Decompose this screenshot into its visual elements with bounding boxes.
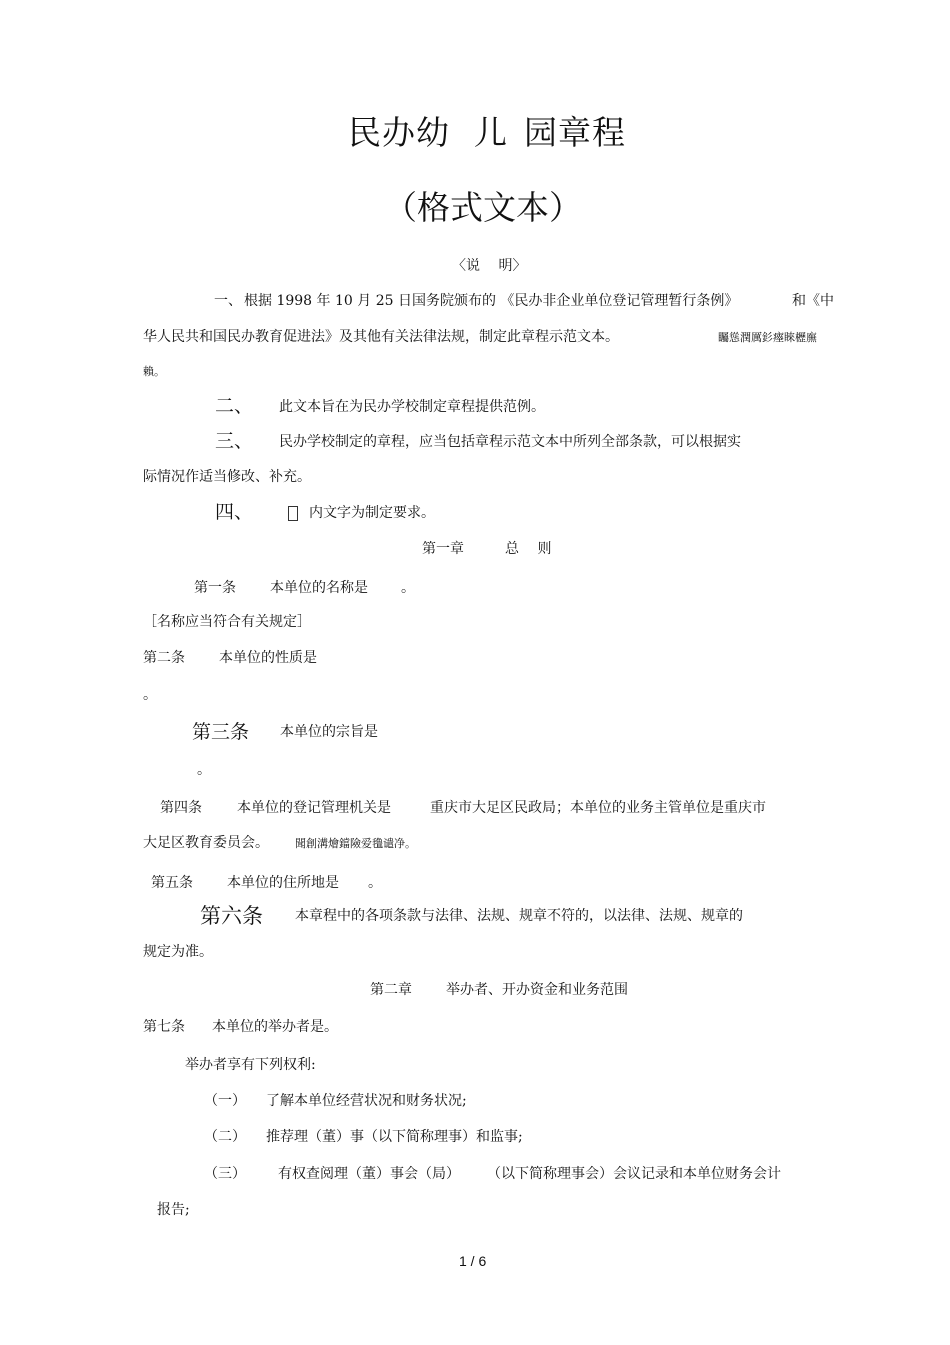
note1-line1a: 根据 1998 年 10 月 25 日国务院颁布的 《民办非企业单位登记管理暂行条例》	[244, 293, 739, 309]
page-number: 1 / 6	[459, 1253, 487, 1269]
right3-number: （三）	[204, 1166, 246, 1182]
note2-text: 此文本旨在为民办学校制定章程提供范例。	[279, 399, 545, 415]
note3-line1: 民办学校制定的章程，应当包括章程示范文本中所列全部条款，可以根据实	[279, 434, 741, 450]
right3-text1: 有权查阅理（董）事会（局）	[278, 1166, 460, 1182]
article2-text: 本单位的性质是	[219, 650, 317, 666]
note4-number: 四、	[215, 501, 254, 523]
article5-text: 本单位的住所地是	[227, 875, 339, 891]
rights-intro: 举办者享有下列权利:	[185, 1057, 316, 1073]
note4-text: 内文字为制定要求。	[309, 505, 435, 521]
chapter2-title: 举办者、开办资金和业务范围	[446, 982, 628, 998]
right3-line2: 报告;	[157, 1202, 190, 1218]
blank-box-icon	[288, 506, 298, 521]
right1-text: 了解本单位经营状况和财务状况;	[266, 1093, 467, 1109]
article1-requirement: ［名称应当符合有关规定］	[143, 614, 311, 630]
right3-text2: （以下简称理事会）会议记录和本单位财务会计	[487, 1166, 781, 1182]
article6-line2: 规定为准。	[143, 944, 213, 960]
article1-end: 。	[401, 580, 415, 596]
chapter1-title: 总 则	[505, 541, 552, 557]
doc-title-part2: 儿	[474, 113, 508, 152]
article4-text2: 重庆市大足区民政局；本单位的业务主管单位是重庆市	[430, 800, 766, 816]
doc-title-part3: 园章程	[524, 113, 626, 152]
article3-text: 本单位的宗旨是	[280, 724, 378, 740]
note2-number: 二、	[215, 395, 254, 417]
right2-text: 推荐理（董）事（以下简称理事）和监事;	[266, 1129, 523, 1145]
doc-subtitle: （格式文本）	[384, 188, 582, 227]
article4-number: 第四条	[160, 800, 202, 816]
article5-number: 第五条	[151, 875, 193, 891]
article6-number: 第六条	[200, 904, 263, 928]
chapter2-number: 第二章	[370, 982, 412, 998]
article3-end: 。	[197, 762, 211, 778]
article2-end: 。	[143, 687, 157, 703]
article4-text: 本单位的登记管理机关是	[237, 800, 391, 816]
article4-line2: 大足区教育委员会。	[143, 835, 269, 851]
right1-number: （一）	[204, 1093, 246, 1109]
article4-garbled-text: 聞創溝燴鐺險爱氇谴净。	[295, 837, 416, 850]
note1-garbled-text: 矚慫潤厲釤瘞睞櫪廡	[718, 331, 817, 344]
note3-line2: 际情况作适当修改、补充。	[143, 469, 311, 485]
doc-title-part1: 民办幼	[348, 113, 450, 152]
notes-heading: 〈说 明〉	[452, 258, 527, 274]
chapter1-number: 第一章	[422, 541, 464, 557]
note1-line3: 賴。	[143, 365, 165, 378]
note3-number: 三、	[215, 430, 254, 452]
article1-number: 第一条	[194, 580, 236, 596]
note1-line2: 华人民共和国民办教育促进法》及其他有关法律法规，制定此章程示范文本。	[143, 329, 619, 345]
article6-text: 本章程中的各项条款与法律、法规、规章不符的，以法律、法规、规章的	[295, 908, 743, 924]
note1-number: 一、	[214, 293, 242, 309]
article3-number: 第三条	[192, 721, 250, 743]
article7-number: 第七条	[143, 1019, 185, 1035]
article7-text: 本单位的举办者是。	[212, 1019, 338, 1035]
right2-number: （二）	[204, 1129, 246, 1145]
note1-line1b: 和《中	[792, 293, 834, 309]
article5-end: 。	[368, 875, 382, 891]
article2-number: 第二条	[143, 650, 185, 666]
article1-text: 本单位的名称是	[270, 580, 368, 596]
